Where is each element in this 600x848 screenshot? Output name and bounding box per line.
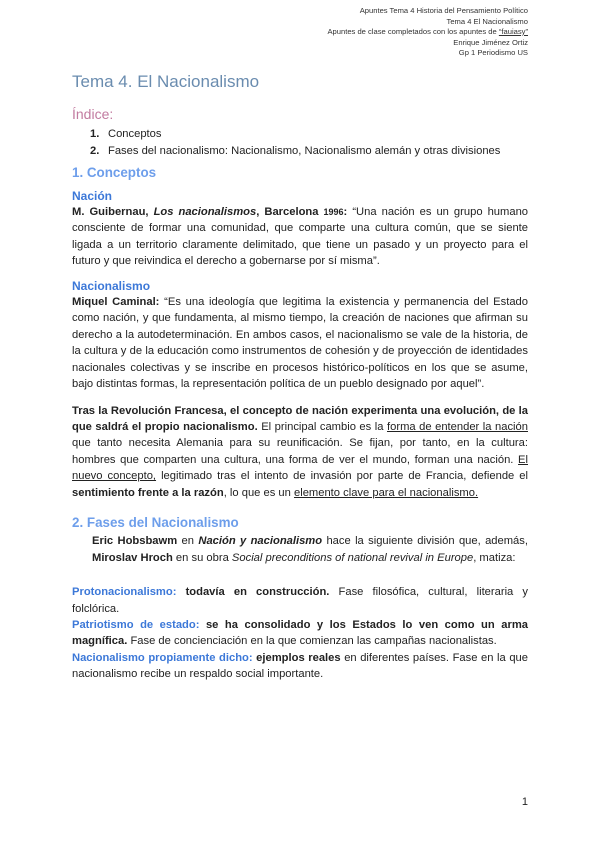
revolucion-text: El principal cambio es la bbox=[257, 420, 388, 433]
intro-text: en bbox=[177, 535, 199, 548]
header-line-4: Enrique Jiménez Ortiz bbox=[453, 37, 528, 47]
intro-author-2: Miroslav Hroch bbox=[92, 551, 173, 564]
page-title: Tema 4. El Nacionalismo bbox=[72, 72, 260, 91]
revolucion-bold-2: sentimiento frente a la razón bbox=[72, 486, 224, 499]
nacion-work: Los nacionalismos bbox=[153, 206, 257, 219]
fase-label: Patriotismo de estado: bbox=[72, 618, 200, 631]
spacer bbox=[72, 566, 528, 584]
page-header bbox=[208, 6, 528, 59]
fase-text: en diferentes países. Fase en la que nacionalismo recibe un respaldo social importante. bbox=[72, 651, 528, 681]
revolucion-underline: elemento clave para el nacionalismo. bbox=[293, 486, 479, 499]
fase-item bbox=[72, 584, 528, 617]
index-item-text: Conceptos bbox=[108, 128, 162, 141]
index-heading: Índice: bbox=[72, 106, 114, 122]
fases-intro bbox=[72, 533, 528, 566]
intro-text: en su obra bbox=[172, 551, 232, 564]
index-item-number: 2. bbox=[90, 144, 100, 157]
fase-bold: todavía en construcción. bbox=[176, 586, 330, 599]
nacion-paragraph bbox=[72, 204, 528, 270]
header-line-1: Apuntes Tema 4 Historia del Pensamiento Político bbox=[359, 6, 528, 15]
nacionalismo-author: Miquel Caminal: bbox=[72, 296, 160, 309]
revolucion-underline: El nuevo concepto, bbox=[72, 453, 528, 483]
header-link[interactable]: “fauiasy” bbox=[498, 27, 528, 36]
nacion-author: M. Guibernau, bbox=[72, 206, 149, 219]
section-2-heading: 2. Fases del Nacionalismo bbox=[72, 514, 239, 530]
intro-work-2: Social preconditions of national revival in Europe bbox=[231, 551, 474, 564]
header-line-2: Tema 4 El Nacionalismo bbox=[446, 16, 528, 26]
revolucion-paragraph bbox=[72, 403, 528, 501]
fase-bold: se ha consolidado y los Estados lo ven como un arma magnífica. bbox=[72, 618, 528, 648]
fase-item bbox=[72, 650, 528, 683]
index-item bbox=[90, 126, 528, 142]
revolucion-text: legitimado tras el intento de invasión por parte de Francia, defiende el bbox=[156, 470, 528, 483]
revolucion-underline: forma de entender la nación bbox=[387, 420, 528, 433]
section-1-heading: 1. Conceptos bbox=[72, 165, 157, 181]
page-number: 1 bbox=[521, 796, 528, 808]
nacionalismo-paragraph bbox=[72, 294, 528, 392]
index-list bbox=[72, 126, 528, 159]
fase-text: Fase de concienciación en la que comienzan las campañas nacionalistas. bbox=[127, 635, 497, 648]
fase-item bbox=[72, 617, 528, 650]
fase-text: Fase filosófica, cultural, literaria y folclórica. bbox=[72, 586, 528, 615]
index-item bbox=[90, 143, 528, 159]
fase-label: Protonacionalismo: bbox=[72, 586, 177, 599]
index-item-number: 1. bbox=[90, 128, 100, 141]
header-line-3-text: Apuntes de clase completados con los apuntes de bbox=[327, 27, 499, 36]
nacionalismo-heading: Nacionalismo bbox=[72, 278, 151, 293]
nacionalismo-quote: “Es una ideología que legitima la existencia y permanencia del Estado como nación, y que fundamenta, al mismo tiempo, la creación de naciones que afirman su derecho a la autodeterminación. En ambos casos, el nacionalismo se vale de la historia, de la cultura y de la educación como instrumentos de cohesión y de proyección de identidades nacionales colectivas y se inscribe en procesos histórico-políticos en los que se asume, bajo distintas formas, la representación política de un pueblo designado por aquel”. bbox=[72, 296, 528, 391]
document-body bbox=[72, 106, 528, 683]
intro-text: hace la siguiente división que, además, bbox=[322, 535, 528, 548]
fase-label: Nacionalismo propiamente dicho: bbox=[72, 651, 253, 664]
revolucion-text: , lo que es un bbox=[223, 486, 294, 499]
intro-author-1: Eric Hobsbawm bbox=[92, 535, 178, 548]
nacion-heading: Nación bbox=[72, 188, 113, 203]
index-item-text: Fases del nacionalismo: Nacionalismo, Nacionalismo alemán y otras divisiones bbox=[108, 144, 501, 157]
revolucion-text: que tanto necesita Alemania para su reunificación. Se fijan, por tanto, en la cultura: hombres que comparten una cultura, una forma de ver el mundo, forman una nación. bbox=[72, 437, 528, 466]
intro-text: , matiza: bbox=[473, 551, 516, 564]
intro-work-1: Nación y nacionalismo bbox=[198, 535, 323, 548]
header-line-5: Gp 1 Periodismo US bbox=[458, 48, 528, 57]
nacion-quote: “Una nación es un grupo humano consciente de formar una comunidad, que comparte una cultura común, que se siente ligada a un territorio claramente delimitado, que tiene un pasado y un proyecto para el futuro y que reivindica el derecho a gobernarse por sí misma”. bbox=[72, 206, 529, 268]
nacion-colon: : bbox=[343, 206, 348, 219]
fase-bold: ejemplos reales bbox=[252, 651, 341, 664]
nacion-year: 1996 bbox=[323, 207, 344, 218]
revolucion-bold: Tras la Revolución Francesa, el concepto de nación experimenta una evolución, de la que saldrá el propio nacionalismo. bbox=[72, 404, 528, 433]
nacion-place: , Barcelona bbox=[256, 206, 319, 219]
header-line-3 bbox=[208, 27, 528, 38]
